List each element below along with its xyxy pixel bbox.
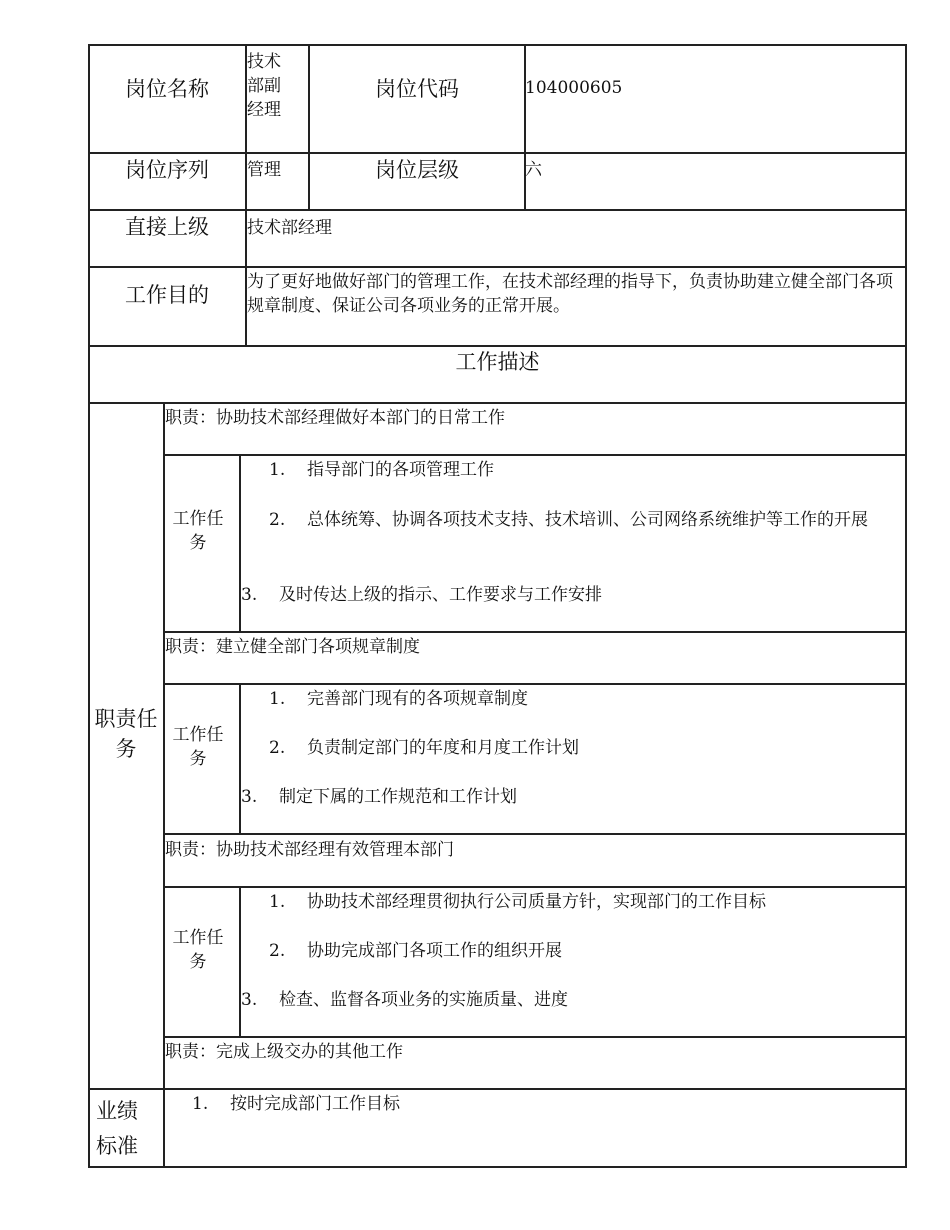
row-divider	[88, 209, 907, 211]
row-divider	[164, 454, 907, 456]
duties-label: 职责任务	[94, 707, 158, 761]
list-item	[241, 583, 881, 607]
col-divider	[239, 886, 241, 1036]
item-number: 3.	[241, 990, 258, 1010]
list-item	[192, 1092, 892, 1116]
item-text: 完善部门现有的各项规章制度	[307, 689, 528, 709]
row-divider	[88, 402, 907, 404]
item-text: 及时传达上级的指示、工作要求与工作安排	[279, 585, 602, 605]
item-number: 3.	[241, 585, 258, 605]
item-text: 检查、监督各项业务的实施质量、进度	[279, 990, 568, 1010]
duty-title: 职责：协助技术部经理做好本部门的日常工作	[165, 408, 505, 428]
item-number: 1.	[269, 892, 286, 912]
task-label: 工作任务	[172, 725, 224, 769]
row-divider	[164, 683, 907, 685]
item-number: 1.	[269, 460, 286, 480]
purpose-label: 工作目的	[125, 283, 209, 307]
name-value: 技术部副经理	[247, 52, 281, 120]
list-item	[241, 988, 881, 1012]
work-description-title: 工作描述	[455, 350, 540, 374]
item-text: 按时完成部门工作目标	[230, 1094, 400, 1114]
item-number: 1.	[192, 1094, 209, 1114]
code-value: 104000605	[525, 78, 623, 98]
duty-title: 职责：建立健全部门各项规章制度	[165, 637, 420, 657]
task-label: 工作任务	[172, 928, 224, 972]
code-label: 岗位代码	[375, 77, 459, 101]
row-divider	[164, 631, 907, 633]
level-value: 六	[525, 160, 542, 180]
list-item	[269, 458, 889, 482]
item-text: 协助完成部门各项工作的组织开展	[307, 941, 562, 961]
item-number: 2.	[269, 738, 286, 758]
job-description-table	[88, 44, 907, 1168]
superior-label: 直接上级	[125, 215, 209, 239]
item-number: 3.	[241, 787, 258, 807]
item-number: 2.	[269, 941, 286, 961]
row-divider	[88, 1088, 907, 1090]
list-item	[269, 508, 889, 532]
superior-value: 技术部经理	[247, 218, 332, 238]
row-divider	[88, 152, 907, 154]
list-item	[269, 890, 889, 914]
col-divider	[239, 683, 241, 833]
level-label: 岗位层级	[375, 158, 459, 182]
list-item	[269, 736, 889, 760]
item-text: 总体统筹、协调各项技术支持、技术培训、公司网络系统维护等工作的开展	[307, 510, 868, 530]
list-item	[241, 785, 881, 809]
item-text: 协助技术部经理贯彻执行公司质量方针，实现部门的工作目标	[307, 892, 766, 912]
row-divider	[164, 833, 907, 835]
item-text: 制定下属的工作规范和工作计划	[279, 787, 517, 807]
purpose-value: 为了更好地做好部门的管理工作，在技术部经理的指导下，负责协助建立健全部门各项规章制度、保证公司各项业务的正常开展。	[247, 272, 893, 316]
name-label: 岗位名称	[125, 77, 209, 101]
series-label: 岗位序列	[125, 158, 209, 182]
row-divider	[164, 1036, 907, 1038]
duty-title: 职责：完成上级交办的其他工作	[165, 1042, 403, 1062]
task-label: 工作任务	[172, 509, 224, 553]
series-value: 管理	[247, 160, 281, 180]
row-divider	[164, 886, 907, 888]
list-item	[269, 939, 889, 963]
item-text: 负责制定部门的年度和月度工作计划	[307, 738, 579, 758]
item-text: 指导部门的各项管理工作	[307, 460, 494, 480]
performance-label: 业绩标准	[96, 1099, 138, 1158]
item-number: 2.	[269, 510, 286, 530]
row-divider	[88, 266, 907, 268]
duty-title: 职责：协助技术部经理有效管理本部门	[165, 840, 454, 860]
list-item	[269, 687, 889, 711]
col-divider	[524, 44, 526, 209]
item-number: 1.	[269, 689, 286, 709]
